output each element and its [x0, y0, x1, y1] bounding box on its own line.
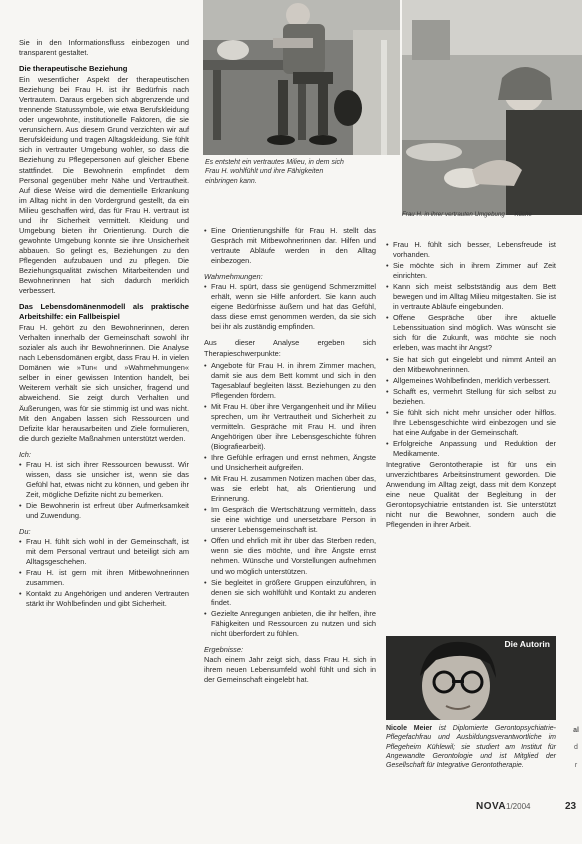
author-bio	[386, 724, 556, 770]
photo-man-at-table	[203, 0, 400, 155]
list-item: • Mit Frau H. über ihre Vergangenheit und ihr Milieu sprechen, um ihr Vertrautheit und Sicherheit zu vermitteln. Gespräche mit Frau H. und ihren Angehörigen über ihre Lebensgeschichte führen (Biografiearbeit).	[204, 402, 376, 452]
heading-case-study: Das Lebensdomänenmodell als praktische Arbeitshilfe: ein Fallbeispiel	[19, 302, 189, 322]
list-item: • Sie begleitet in größere Gruppen einzuführen, in denen sie sich wohlfühlt und Kontakt zu anderen findet.	[204, 578, 376, 608]
caption-left-photo: Es entsteht ein vertrautes Milieu, in dem sich Frau H. wohlfühlt und ihre Fähigkeiten einbringen kann.	[205, 159, 344, 185]
author-label: Die Autorin	[504, 639, 550, 649]
list-item: • Erfolgreiche Anpassung und Reduktion der Medikamente.	[386, 439, 556, 459]
list-wahrnehmungen	[204, 282, 376, 332]
photo-woman-kitchen-image	[402, 0, 582, 215]
list-ich	[19, 460, 189, 521]
list-item: • Frau H. ist sich ihrer Ressourcen bewusst. Wir wissen, dass sie unsicher ist, wenn sie das Gefühl hat, etwas nicht zu können, und geben ihr Zeit, mögliche Defizite nicht zu bemerken.	[19, 460, 189, 500]
column-middle	[204, 226, 376, 687]
magazine-name: NOVA	[476, 801, 507, 812]
author-name: Nicole Meier	[386, 725, 433, 732]
subheading-du: Du:	[19, 527, 31, 537]
intro-text: Sie in den Informationsfluss einbezogen und transparent gestaltet.	[19, 38, 189, 58]
list-item: • Die Bewohnerin ist erfreut über Aufmerksamkeit und Zuwendung.	[19, 501, 189, 521]
list-item: • Frau H. fühlt sich wohl in der Gemeinschaft, ist mit dem Personal vertraut und beteiligt sich am Alltagsgeschehen.	[19, 537, 189, 567]
list-item: • Offen und ehrlich mit ihr über das Sterben reden, wenn sie dies möchte, und ihre Ängste ernst nehmen. Wünsche und Vorstellungen aufnehmen und wo möglich unterstützen.	[204, 536, 376, 576]
list-item: • Sie hat sich gut eingelebt und nimmt Anteil an den Mitbewohnerinnen.	[386, 355, 556, 375]
photo-man-at-table-image	[203, 0, 400, 155]
subheading-wahrnehmungen: Wahrnehmungen:	[204, 272, 263, 282]
list-item: • Schafft es, vermehrt Stellung für sich selbst zu beziehen.	[386, 387, 556, 407]
subheading-ergebnisse: Ergebnisse:	[204, 644, 244, 654]
list-item: • Gezielte Anregungen anbieten, die ihr helfen, ihre Fähigkeiten und Ressourcen zu nutzen und sich nicht überfordert zu fühlen.	[204, 609, 376, 639]
list-item: • Sie fühlt sich nicht mehr unsicher oder hilflos. Ihre Lebensgeschichte wird einbezogen und sie hat eine Aufgabe in der Gemeinschaft.	[386, 408, 556, 438]
list-item: • Eine Orientierungshilfe für Frau H. stellt das Gespräch mit Mitbewohnerinnen dar. Hilfen und vertraute Abläufe werden in den Alltag einbezogen.	[204, 226, 376, 266]
heading-therapeutic-relationship: Die therapeutische Beziehung	[19, 64, 128, 74]
footer	[460, 801, 580, 815]
list-item: • Kontakt zu Angehörigen und anderen Vertrauten stärkt ihr Wohlbefinden und gibt Sicherheit.	[19, 589, 189, 609]
paragraph: Ein wesentlicher Aspekt der therapeutischen Beziehung bei Frau H. ist ihr Bedürfnis nach Vertrautem. Daraus ergeben sich abgrenzende und trennende Statussymbole, wie etwa Berufskleidung oder ungewohnte, institutionelle Faktoren, die sie verunsichern. Aus diesem Grund verzichten wir auf Berufskleidung und tragen Alltagskleidung. Sie fühlt sich in vertrauter Umgebung wohler, so dass die Beziehung zu Pflegepersonen auf gleicher Ebene stattfindet. Die Bewohnerin empfindet dem Personal gegenüber mehr Nähe und Vertrautheit. Auf diese Weise wird die dementielle Erkrankung im Alltag nicht in den Vordergrund gestellt, da ein Milieu geschaffen wird, das für Frau H. vertraut ist und ihr Sicherheit vermittelt. Kleidung und Umgebung bieten ihr Orientierung. Durch die gewohnte Umgebung konnte sie ihre Unsicherheit abbauen. So gelingt es, Beziehungen zu den Pflegenden aufzubauen und zu pflegen. Die Beziehungsqualität zwischen Mitarbeitenden und Bewohnerinnen hat sich dadurch merklich verbessert.	[19, 75, 189, 296]
issue-number: 1/2004	[506, 802, 531, 811]
list-item: • Allgemeines Wohlbefinden, merklich verbessert.	[386, 376, 556, 386]
edge-mark: r	[574, 762, 578, 769]
column-right	[386, 240, 556, 532]
edge-mark: al	[573, 727, 579, 734]
list-results	[386, 240, 556, 459]
photo-woman-kitchen	[402, 0, 582, 215]
list-item: • Offene Gespräche über ihre aktuelle Lebenssituation sind möglich. Was wünscht sie sich für die Zukunft, was möchte sie noch erleben, was macht ihr Angst?	[386, 313, 556, 353]
list-orientation	[204, 226, 376, 266]
paragraph: Integrative Gerontotherapie ist für uns ein unverzichtbares Arbeitsinstrument geworden. Die Anwendung im Alltag zeigt, dass mit dem Konzept eine neue Qualität der Begleitung in der Gerontopsychiatrie entstanden ist. Sie unterstützt nicht nur die Bewohner, sondern auch die Pflegenden in ihrer Arbeit.	[386, 459, 556, 530]
list-item: • Frau H. fühlt sich besser, Lebensfreude ist vorhanden.	[386, 240, 556, 260]
author-bio-text: ist Diplomierte Gerontopsychiatrie-Pflegefachfrau und Ausbildungsverantwortliche im Pflegeheim Kühlewil; sie studiert am Institut für Angewandte Gerontologie und ist Mitglied der Gesellschaft für Integrative Gerontotherapie.	[386, 725, 556, 770]
page-number: 23	[565, 801, 577, 812]
list-item: • Im Gespräch die Wertschätzung vermitteln, dass sie eine wichtige und unersetzbare Person in unserer Lebensgemeinschaft ist.	[204, 505, 376, 535]
edge-mark: d	[574, 744, 578, 751]
paragraph: Aus dieser Analyse ergeben sich Therapieschwerpunkte:	[204, 338, 376, 358]
caption-right-photo: Frau H. in ihrer vertrauten Umgebung — Küche	[402, 211, 532, 218]
list-item: • Frau H. spürt, dass sie genügend Schmerzmittel erhält, wenn sie Hilfe anfordert. Sie kann auch eigene Bedürfnisse äußern und hat das Gefühl, dass diese ernst genommen werden, da sie sich bei ihr als zuständig empfinden.	[204, 282, 376, 332]
list-du	[19, 537, 189, 609]
paragraph: Nach einem Jahr zeigt sich, dass Frau H. sich in ihrem neuen Lebensumfeld wohl fühlt und sich in der Gemeinschaft eingelebt hat.	[204, 654, 376, 684]
list-item: • Angebote für Frau H. in ihrem Zimmer machen, damit sie aus dem Bett kommt und sich in den Tagesablauf begleiten lässt. Beziehungen zu den Pflegenden fördern.	[204, 361, 376, 401]
paragraph: Frau H. gehört zu den Bewohnerinnen, deren Verhalten innerhalb der Gemeinschaft sowohl ihr sozialer als auch ihr Bewohnerinnen. Die Analyse nach Lebensdomänen ergibt, dass Frau H. in vielen Domänen wie »Tun« und »Wahrnehmungen« selber in einer gewissen Intention handelt, bei Weiterem verhält sie sich unsicher, fragend und abweichend. Sie zeigt durch Verhalten und Äußerungen, was für sie stimmig ist und was nicht. Mit den Angaben lassen sich Ressourcen und Defizite klar herausarbeiten und Ziele formulieren, die durch gezielte Maßnahmen unterstützt werden.	[19, 323, 189, 443]
list-item: • Sie möchte sich in ihrem Zimmer auf Zeit einrichten.	[386, 261, 556, 281]
subheading-ich: Ich:	[19, 449, 31, 459]
list-item: • Frau H. ist gern mit ihren Mitbewohnerinnen zusammen.	[19, 568, 189, 588]
column-left	[19, 38, 189, 610]
list-item: • Mit Frau H. zusammen Notizen machen über das, was sie erlebt hat, als Orientierung und Erinnerung.	[204, 474, 376, 504]
list-therapy	[204, 361, 376, 639]
author-photo	[386, 636, 556, 720]
list-item: • Ihre Gefühle erfragen und ernst nehmen, Ängste und Unsicherheit aufgreifen.	[204, 453, 376, 473]
list-item: • Kann sich meist selbstständig aus dem Bett bewegen und im Alltag Milieu mitgestalten. Sie ist in vertraute Abläufe eingebunden.	[386, 282, 556, 312]
